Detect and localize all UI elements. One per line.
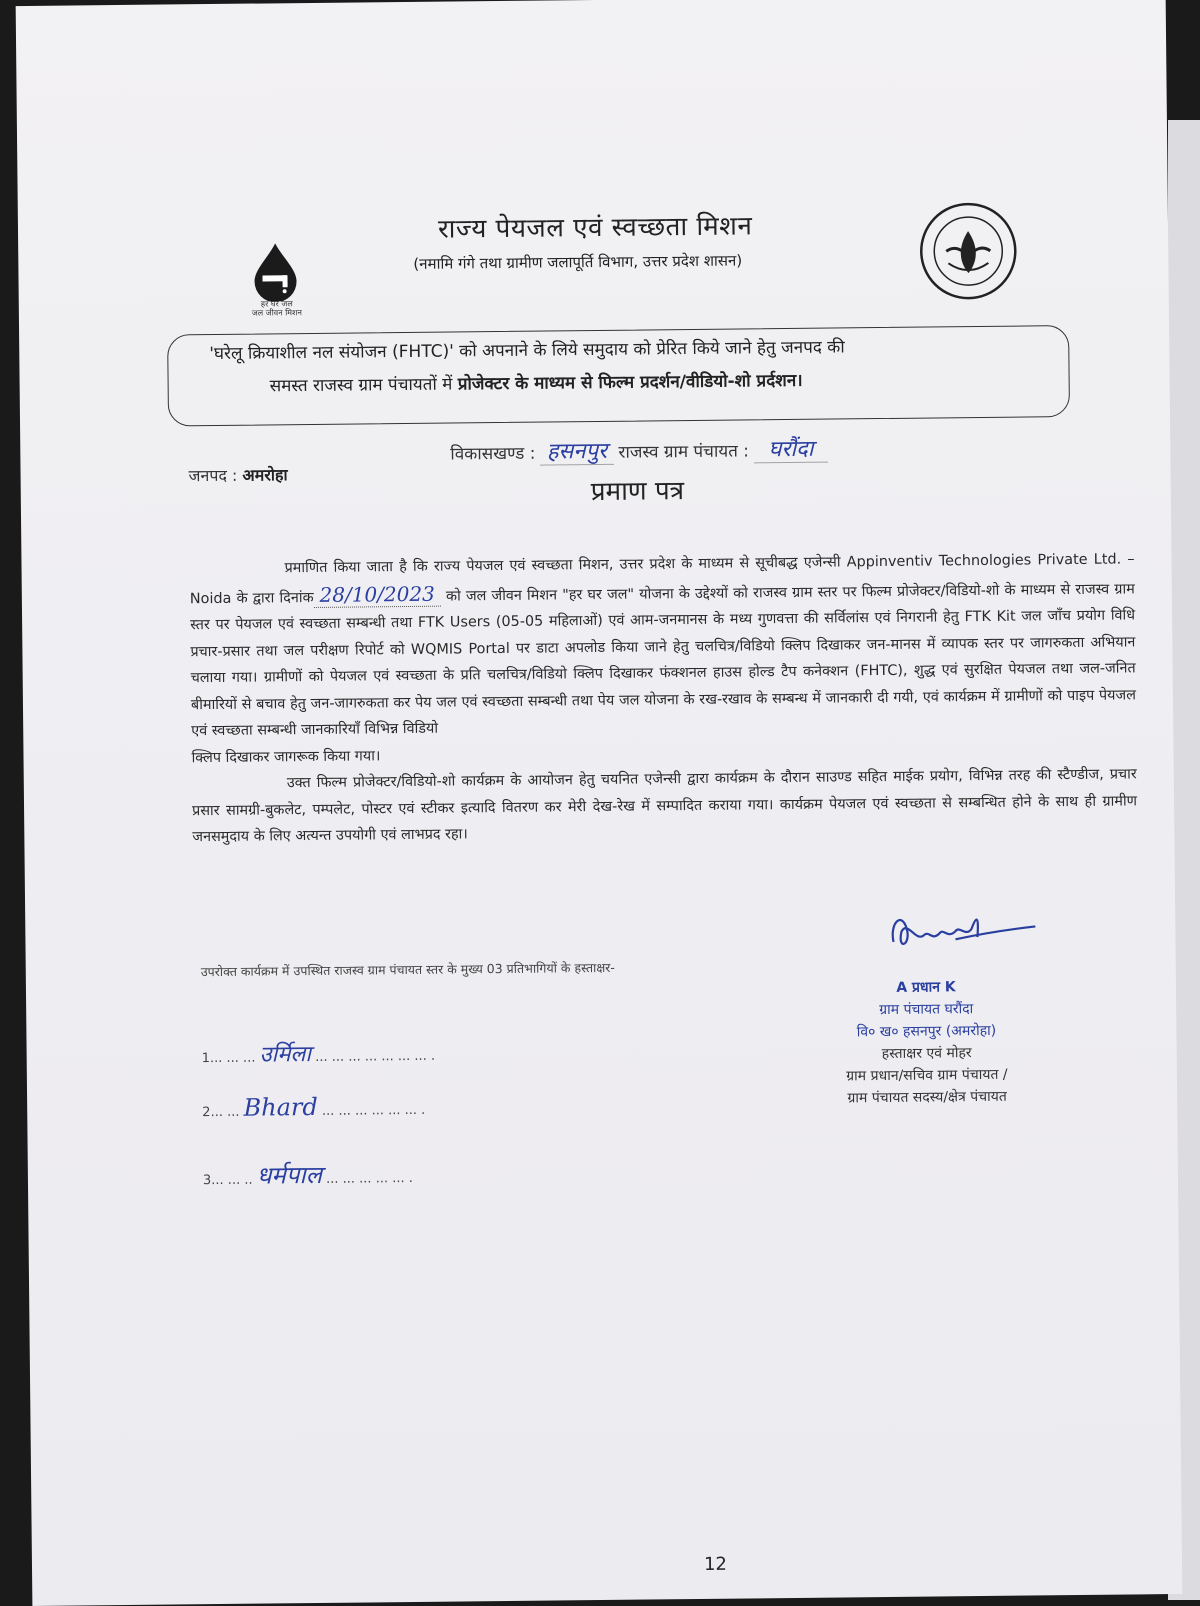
signatory-line-3: ग्राम पंचायत सदस्य/क्षेत्र पंचायत [847,1088,1007,1107]
logo-caption-1: हर घर जल [260,299,293,309]
program-date-handwritten: 28/10/2023 [313,581,441,607]
body-paragraph-2: उक्त फिल्म प्रोजेक्टर/विडियो-शो कार्यक्रम के आयोजन हेतु चयनित एजेन्सी द्वारा कार्यक्रम के दौरान साउण्ड सहित माईक प्रयोग, विभिन्न तरह की स्टैण्डीज, प्रचार प्रसार सामग्री-बुकलेट, पम्पलेट, पोस्टर एवं स्टीकर इत्यादि वितरण कर मेरी देख-रेख में सम्पादित कराया गया। कार्यक्रम पेयजल एवं स्वच्छता से सम्बन्धित होने के साथ ही ग्रामीण जनसमुदाय के लिए अत्यन्त उपयोगी एवं लाभप्रद रहा। [192,766,1138,846]
janpad-label: जनपद : [188,465,238,486]
banner-line-2-prefix: समस्त राजस्व ग्राम पंचायतों में [269,374,458,397]
page-subtitle: (नमामि गंगे तथा ग्रामीण जलापूर्ति विभाग, उत्तर प्रदेश शासन) [413,251,743,273]
participant-signature-row-1: 1... ... ... उर्मिला ... ... ... ... ... ... ... . [201,1042,436,1068]
certificate-title: प्रमाण पत्र [590,476,685,508]
up-government-seal [918,201,1019,302]
vikas-label: विकासखण्ड : [450,443,536,465]
body-paragraph-1 [189,546,1136,744]
document-page [16,0,1183,1606]
logo-caption-2: जल जीवन मिशन [251,308,302,318]
signatory-line-1: हस्ताक्षर एवं मोहर [881,1045,972,1063]
page-title: राज्य पेयजल एवं स्वच्छता मिशन [437,211,753,245]
participant-number: 2 [202,1105,211,1121]
gram-panchayat-value-handwritten: घरौंदा [754,437,827,464]
participant-number: 1 [201,1051,211,1067]
vikas-gram-field [450,433,827,467]
participant-signature-1: उर्मिला [259,1042,312,1068]
participant-number: 3 [202,1173,212,1189]
banner-line-1: 'घरेलू क्रियाशील नल संयोजन (FHTC)' को अपनाने के लिये समुदाय को प्रेरित किये जाने हेतु जनपद की [209,337,845,365]
para1-part-a: प्रमाणित किया जाता है कि राज्य पेयजल एवं स्वच्छता मिशन, उत्तर प्रदेश के माध्यम से सूचीबद्ध एजेन्सी Appinventiv Technologies Private Ltd. – Noida के द्वारा दिनांक [189,551,1135,607]
signatory-line-2: ग्राम प्रधान/सचिव ग्राम पंचायत / [846,1066,1008,1085]
participant-signature-2: Bhard [243,1092,318,1122]
para1-part-c: क्लिप दिखाकर जागरूक किया गया। [191,747,381,766]
har-ghar-jal-logo [240,241,311,332]
participant-signature-row-2: 2... ... Bhard ... ... ... ... ... ... . [202,1092,426,1122]
participant-signature-3: धर्मपाल [256,1160,323,1190]
vikas-value-handwritten: हसनपुर [541,439,614,466]
page-number: 12 [703,1553,728,1575]
gram-panchayat-label: राजस्व ग्राम पंचायत : [618,441,750,463]
janpad-value: अमरोहा [242,465,288,485]
stamp-line-1: A प्रधान K [896,979,956,996]
certificate-body [189,546,1137,850]
participants-note: उपरोक्त कार्यक्रम में उपस्थित राजस्व ग्राम पंचायत स्तर के मुख्य 03 प्रतिभागियों के हस्ताक्षर- [200,959,615,980]
pradhan-stamp [806,955,1048,1110]
participant-signature-row-3: 3... ... .. धर्मपाल ... ... ... ... ... . [202,1160,413,1190]
water-drop-icon [240,241,311,302]
stamp-line-3: वि० ख० हसनपुर (अमरोहा) [856,1022,997,1041]
para1-part-b: को जल जीवन मिशन "हर घर जल" योजना के उद्देश्यों को राजस्व ग्राम स्तर पर फिल्म प्रोजेक्टर/विडियो-शो के माध्यम से राजस्व ग्राम स्तर पर पेयजल एवं स्वच्छता सम्बन्धी तथा FTK Users (05-05 महिलाओं) एवं आम-जनमानस के मध्य गुणवत्ता की सर्विलांस एवं निगरानी हेतु FTK Kit जल जाँच प्रयोग विधि प्रचार-प्रसार तथा जल परीक्षण रिपोर्ट को WQMIS Portal पर डाटा अपलोड किया जाने हेतु चलचित्र/विडियो क्लिप दिखाकर जन-मानस में व्यापक स्तर पर जागरुकता अभियान चलाया गया। ग्रामीणों को पेयजल एवं स्वच्छता के प्रति चलचित्र/विडियो क्लिप दिखाकर फंक्शनल हाउस होल्ड टैप कनेक्शन (FHTC), शुद्ध एवं सुरक्षित पेयजल तथा जल-जनित बीमारियों से बचाव हेतु जन-जागरुकता कर पेय जल एवं स्वच्छता सम्बन्धी तथा पेय जल योजना के रख-रखाव के सम्बन्ध में जानकारी दी गयी, एवं कार्यक्रम में ग्रामीणों को पाइप पेयजल एवं स्वच्छता सम्बन्धी जानकारियाँ विभिन्न विडियो [190,580,1137,740]
stamp-line-2: ग्राम पंचायत घरौंदा [879,1001,974,1019]
janpad-field [188,463,287,486]
banner-line-2-bold: प्रोजेक्टर के माध्यम से फिल्म प्रदर्शन/वीडियो-शो प्रर्दशन। [457,370,803,395]
